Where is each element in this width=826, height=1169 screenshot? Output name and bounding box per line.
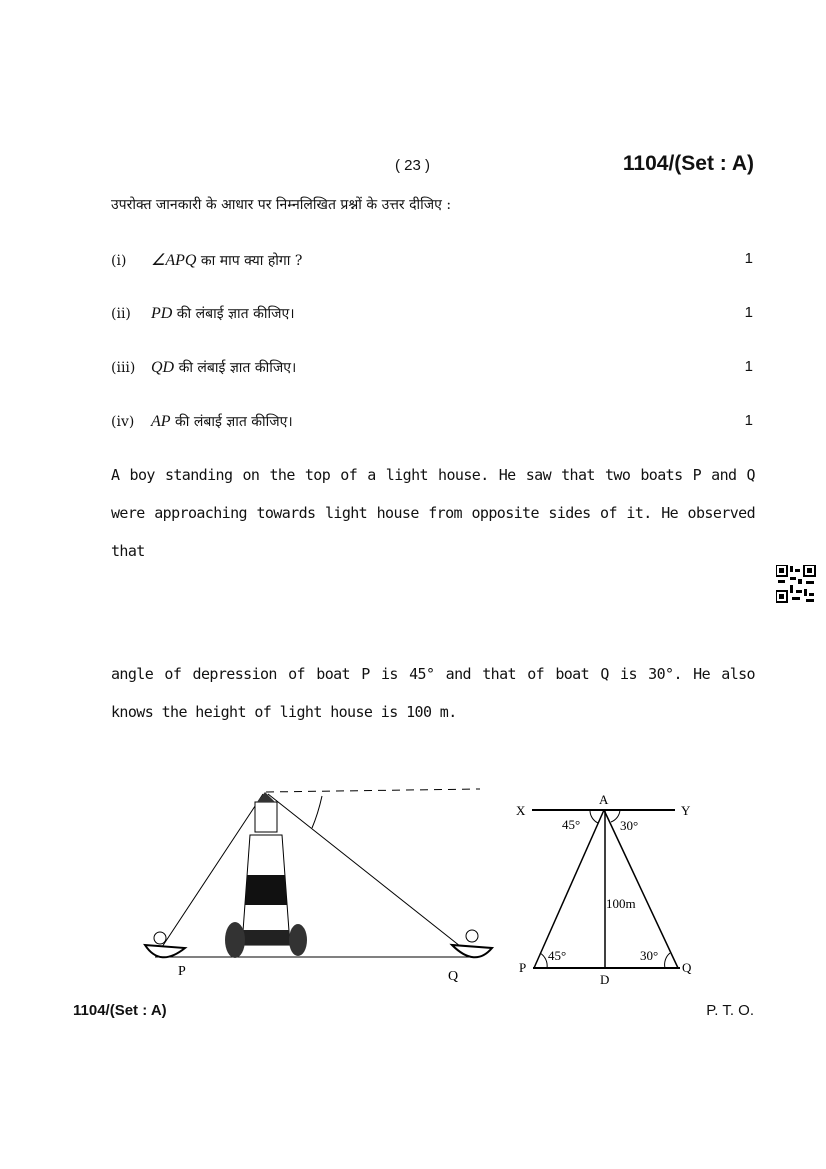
line-ap [534,810,604,968]
angle-a-right: 30° [620,818,639,833]
angle-a-left: 45° [562,817,581,832]
question-4 [111,412,293,431]
footer-code: 1104/(Set : A) [73,1002,167,1019]
line-aq [604,810,678,968]
label-p: P [178,964,186,979]
question-3 [111,358,296,377]
label-q: Q [682,960,692,975]
question-number: (iv) [111,414,135,430]
question-marks: 1 [744,412,753,429]
question-number: (ii) [111,306,131,322]
instruction: उपरोक्त जानकारी के आधार पर निम्नलिखित प्रश्नों के उत्तर दीजिए : [111,197,452,213]
question-text: की लंबाई ज्ञात कीजिए। [176,306,295,322]
label-y: Y [681,803,691,818]
angle-p: 45° [548,948,567,963]
boat-q [452,930,492,957]
lighthouse-sketch [130,780,500,985]
label-a: A [599,792,609,807]
pto: P. T. O. [706,1002,754,1019]
question-marks: 1 [744,304,753,321]
question-math: ∠APQ [151,252,197,269]
question-2 [111,304,295,323]
label-x: X [516,803,526,818]
paragraph-1: A boy standing on the top of a light house. He saw that two boats P and Q were approaching towards light house from opposite sides of it. He observed that [111,466,755,560]
question-marks: 1 [744,358,753,375]
paper-code: 1104/(Set : A) [622,152,754,175]
question-math: QD [151,359,175,376]
question-math: PD [151,305,173,322]
label-q: Q [448,969,459,984]
question-number: (i) [111,253,127,269]
boat-p [145,932,185,957]
question-text: का माप क्या होगा ? [200,253,303,269]
question-1 [111,250,302,270]
qr-code-icon [776,565,816,603]
angle-q: 30° [640,948,659,963]
geometry-diagram [500,785,710,985]
question-number: (iii) [111,360,136,376]
label-p: P [519,960,527,975]
question-math: AP [151,413,171,430]
horizontal-sightline [266,789,480,792]
height-label: 100m [606,896,636,911]
question-marks: 1 [744,250,753,267]
page-number: ( 23 ) [395,157,431,174]
label-d: D [600,972,610,985]
depression-angle-arrow [312,796,322,828]
paragraph-2: angle of depression of boat P is 45° and that of boat Q is 30°. He also knows the height of light house is 100 m. [111,665,755,721]
question-text: की लंबाई ज्ञात कीजिए। [175,414,293,430]
question-text: की लंबाई ज्ञात कीजिए। [178,360,297,376]
